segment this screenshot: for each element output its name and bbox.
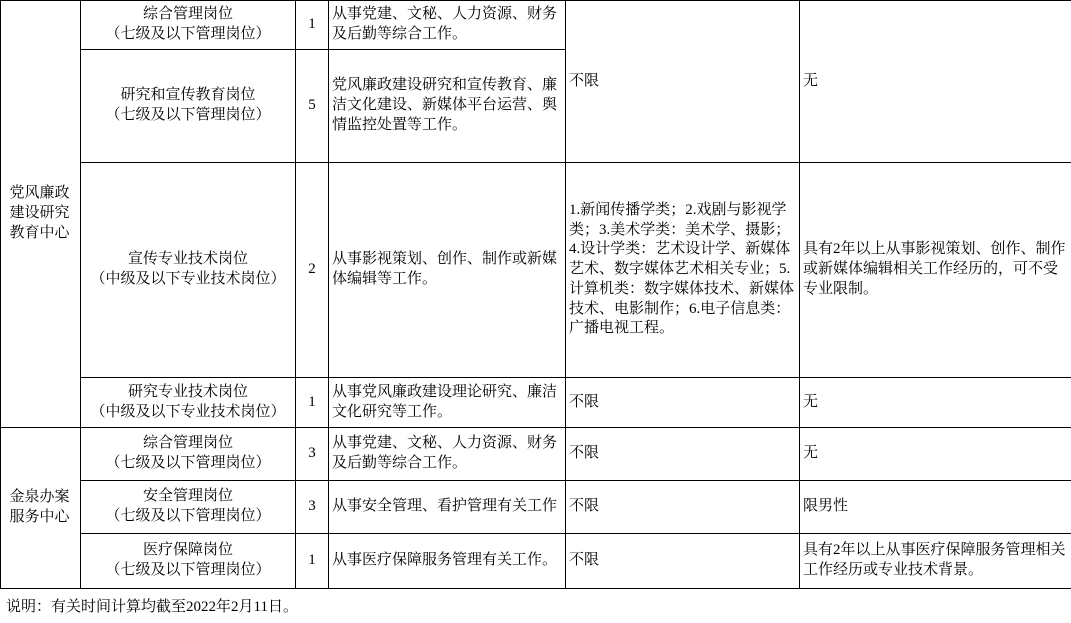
position-cell (81, 534, 296, 589)
other-cell: 无 (800, 428, 1071, 481)
position-cell (81, 378, 296, 428)
unit-cell (1, 428, 81, 589)
unit-cell (1, 1, 81, 428)
position-grade: （七级及以下管理岗位） (105, 455, 271, 471)
position-cell (81, 1, 296, 50)
position-grade: （七级及以下管理岗位） (105, 26, 271, 42)
count-cell: 1 (296, 1, 329, 50)
count-cell: 2 (296, 163, 329, 378)
duties-cell: 从事影视策划、创作、制作或新媒体编辑等工作。 (329, 163, 566, 378)
duties-cell: 从事医疗保障服务管理有关工作。 (329, 534, 566, 589)
duties-cell: 从事党建、文秘、人力资源、财务及后勤等综合工作。 (329, 428, 566, 481)
count-cell: 3 (296, 481, 329, 534)
position-title: 综合管理岗位 (142, 6, 233, 23)
other-cell: 具有2年以上从事医疗保障服务管理相关工作经历或专业技术背景。 (800, 534, 1071, 589)
duties-cell: 从事党风廉政建设理论研究、廉洁文化研究等工作。 (329, 378, 566, 428)
position-grade: （七级及以下管理岗位） (105, 562, 271, 578)
count-cell: 1 (296, 534, 329, 589)
position-title: 安全管理岗位 (142, 488, 233, 505)
other-cell: 无 (800, 378, 1071, 428)
position-grade: （中级及以下专业技术岗位） (90, 271, 286, 287)
table-row (1, 378, 1071, 428)
position-grade: （七级及以下管理岗位） (105, 508, 271, 524)
count-cell: 5 (296, 50, 329, 163)
table-row (1, 481, 1071, 534)
major-cell: 不限 (566, 378, 800, 428)
duties-cell: 党风廉政建设研究和宣传教育、廉洁文化建设、新媒体平台运营、舆情监控处置等工作。 (329, 50, 566, 163)
position-title: 宣传专业技术岗位 (127, 251, 248, 268)
unit-name: 党风廉政建设研究教育中心 (9, 185, 70, 241)
position-title: 研究专业技术岗位 (127, 383, 248, 400)
other-cell: 具有2年以上从事影视策划、创作、制作或新媒体编辑相关工作经历的，可不受专业限制。 (800, 163, 1071, 378)
position-cell (81, 428, 296, 481)
table-row (1, 428, 1071, 481)
other-cell: 无 (800, 1, 1071, 163)
major-cell: 不限 (566, 534, 800, 589)
unit-name: 金泉办案服务中心 (9, 489, 70, 525)
table-row (1, 163, 1071, 378)
count-cell: 1 (296, 378, 329, 428)
position-grade: （七级及以下管理岗位） (105, 107, 271, 123)
major-cell: 不限 (566, 481, 800, 534)
duties-cell: 从事安全管理、看护管理有关工作 (329, 481, 566, 534)
position-cell (81, 50, 296, 163)
position-cell (81, 163, 296, 378)
major-cell: 不限 (566, 1, 800, 163)
position-title: 综合管理岗位 (142, 435, 233, 452)
other-cell: 限男性 (800, 481, 1071, 534)
note: 说明：有关时间计算均截至2022年2月11日。 (6, 599, 298, 615)
position-title: 研究和宣传教育岗位 (120, 87, 256, 104)
position-cell (81, 481, 296, 534)
position-grade: （中级及以下专业技术岗位） (90, 403, 286, 420)
major-cell: 1.新闻传播学类；2.戏剧与影视学类；3.美术学类：美术学、摄影；4.设计学类：艺术设计学、新媒体艺术、数字媒体艺术相关专业；5.计算机类：数字媒体技术、新媒体技术、电影制作；6.电子信息类：广播电视工程。 (566, 163, 800, 378)
duties-cell: 从事党建、文秘、人力资源、财务及后勤等综合工作。 (329, 1, 566, 50)
table-row (1, 534, 1071, 589)
major-cell: 不限 (566, 428, 800, 481)
count-cell: 3 (296, 428, 329, 481)
position-title: 医疗保障岗位 (142, 542, 233, 559)
table-row (1, 1, 1071, 50)
